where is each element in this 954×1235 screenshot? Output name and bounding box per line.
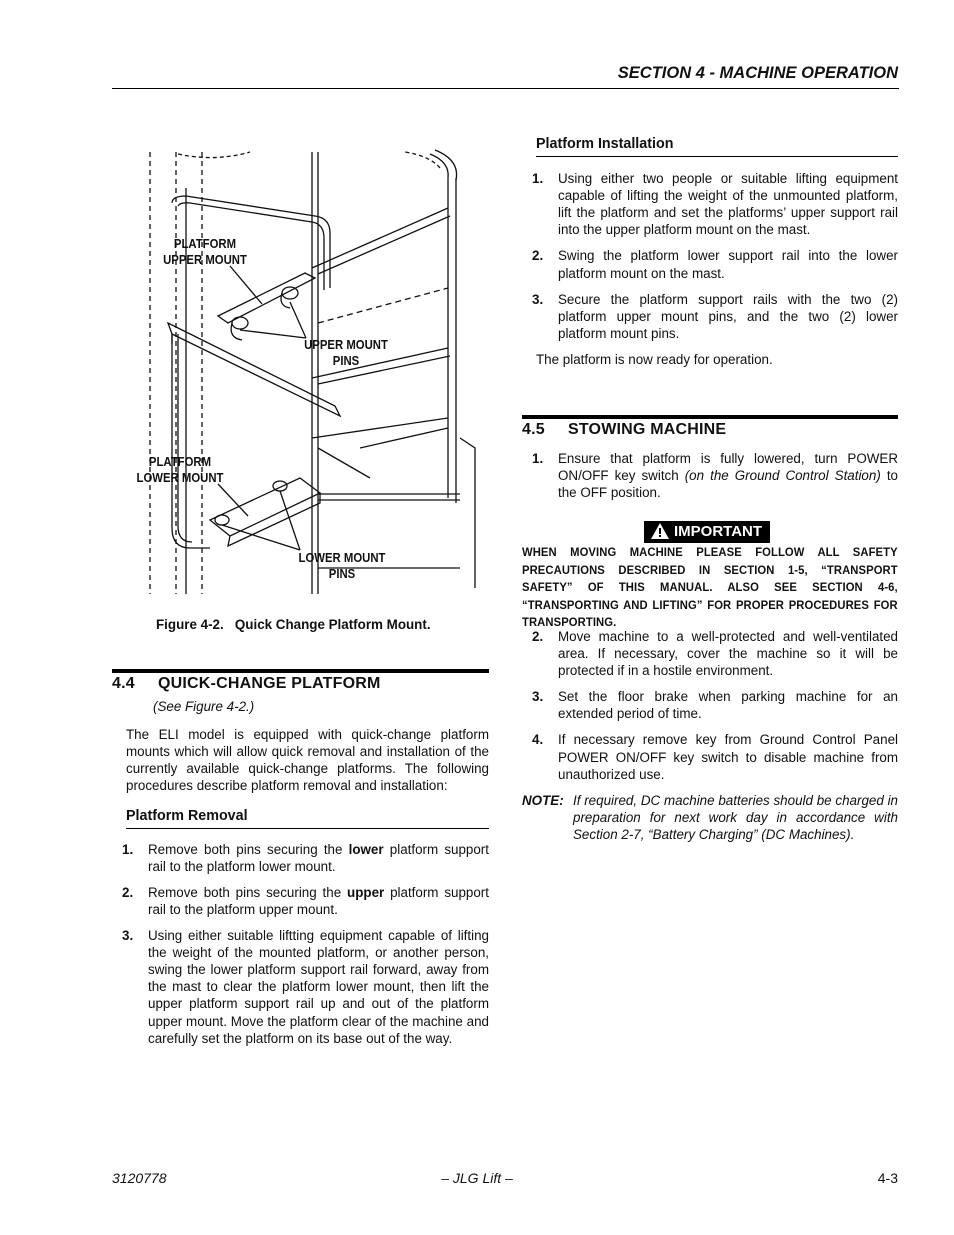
note xyxy=(522,792,898,843)
section-header-title: SECTION 4 - MACHINE OPERATION xyxy=(617,64,898,82)
list-item: 2. Move machine to a well-protected and well-ventilated area. If necessary, cover the machine so it will be protected if in a hostile environment. xyxy=(532,629,898,679)
list-item: 4. If necessary remove key from Ground Control Panel POWER ON/OFF key switch to disable machine from unauthorized use. xyxy=(532,732,898,782)
label-platform-upper-mount: PLATFORM UPPER MOUNT xyxy=(163,237,247,267)
quick-change-platform-illustration xyxy=(130,148,480,596)
note-text: If required, DC machine batteries should be charged in preparation for next work day in accordance with Section 2-7, “Battery Charging” (DC Machines). xyxy=(573,792,898,842)
section-4-4-heading xyxy=(112,675,489,692)
label-platform-lower-mount: PLATFORM LOWER MOUNT xyxy=(136,455,224,485)
section-4-5-heading xyxy=(522,421,898,438)
header-rule xyxy=(112,88,899,89)
platform-installation-steps xyxy=(522,170,898,342)
platform-removal-steps xyxy=(112,841,489,1047)
figure-4-2 xyxy=(130,148,480,596)
figure-caption: Figure 4-2. Quick Change Platform Mount. xyxy=(156,617,431,632)
note-label: NOTE: xyxy=(522,792,564,808)
stowing-steps xyxy=(522,628,898,843)
list-item: 1. Remove both pins securing the lower platform support rail to the platform lower mount. xyxy=(122,841,489,874)
section-4-4-rule xyxy=(112,669,489,673)
section-4-5-rule xyxy=(522,415,898,419)
important-text: WHEN MOVING MACHINE PLEASE FOLLOW ALL SAFETY PRECAUTIONS DESCRIBED IN SECTION 1-5, “TRANSPORT SAFETY” OF THIS MANUAL. ALSO SEE SECTION 4-6, “TRANSPORTING AND LIFTING” FOR PROPER PROCEDURES FOR TRANSPORTING. xyxy=(522,545,898,629)
section-number: 4.5 xyxy=(522,421,545,438)
list-item: 2. Remove both pins securing the upper platform support rail to the platform upper mount. xyxy=(122,884,489,917)
section-4-4-intro: The ELI model is equipped with quick-change platform mounts which will allow quick removal and installation of the currently available quick-change platforms. The following procedures describe platform removal and installation: xyxy=(126,727,489,794)
section-4-5 xyxy=(522,421,898,510)
label-lower-mount-pins: LOWER MOUNT PINS xyxy=(298,551,386,581)
platform-removal-heading: Platform Removal xyxy=(126,808,489,829)
footer-doc-number: 3120778 xyxy=(112,1170,167,1186)
footer-publisher: – JLG Lift – xyxy=(441,1170,513,1186)
list-item: 3. Secure the platform support rails with the two (2) platform upper mount pins, and the two (2) lower platform mount pins. xyxy=(532,291,898,341)
list-item: 3. Using either suitable liftting equipment capable of lifting the weight of the mounted platform, or another person, swing the lower platform support rail forward, away from the mast to clear the platform lower mount, then lift the upper platform support rail up and out of the platform upper mount. Move the platform clear of the machine and carefully set the platform on its base out of the way. xyxy=(122,928,489,1046)
section-title: STOWING MACHINE xyxy=(568,421,727,438)
section-number: 4.4 xyxy=(112,675,135,692)
platform-installation xyxy=(522,136,898,368)
list-item: 2. Swing the platform lower support rail into the lower platform mount on the mast. xyxy=(532,248,898,281)
platform-installation-heading: Platform Installation xyxy=(536,136,898,157)
important-badge: IMPORTANT xyxy=(644,521,770,543)
see-figure-reference: (See Figure 4-2.) xyxy=(153,699,255,715)
section-title: QUICK-CHANGE PLATFORM xyxy=(158,675,381,692)
footer-page-number: 4-3 xyxy=(877,1170,898,1186)
list-item: 1. Ensure that platform is fully lowered, turn POWER ON/OFF key switch (on the Ground Control Station) to the OFF position. xyxy=(532,451,898,501)
installation-closing: The platform is now ready for operation. xyxy=(536,351,773,367)
list-item: 3. Set the floor brake when parking machine for an extended period of time. xyxy=(532,689,898,722)
list-item: 1. Using either two people or suitable lifting equipment capable of lifting the weight of the unmounted platform, lift the platform and set the platforms’ upper support rail into the upper platform mount on the mast. xyxy=(532,171,898,238)
label-upper-mount-pins: UPPER MOUNT PINS xyxy=(304,338,388,368)
warning-icon xyxy=(650,522,670,540)
section-4-4 xyxy=(112,675,489,1056)
